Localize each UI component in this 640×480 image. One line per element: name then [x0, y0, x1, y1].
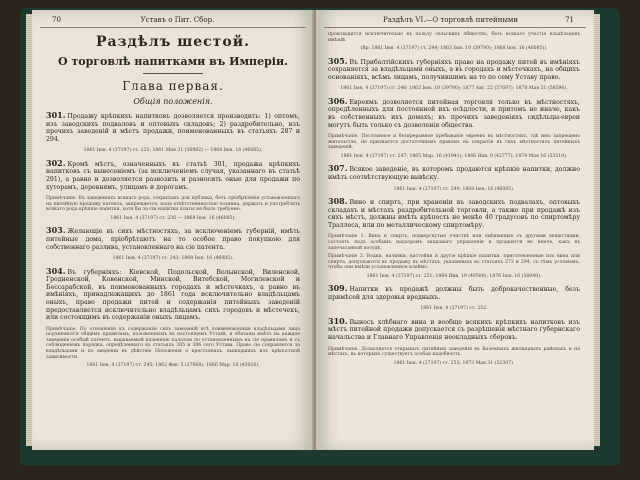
- legal-citation: 1861 Іюн. 4 (37197) ст. 236 — 1868 Іюн. 16 (46085).: [110, 215, 236, 221]
- article-paragraph: [328, 165, 580, 181]
- article-text: Напитки въ продажѣ должны быть доброкачественные, безъ примѣсей для здоровья вредныхъ.: [328, 286, 580, 301]
- article-text: Желающіе въ сихъ мѣстностяхъ, за исключеніемъ губерній, имѣть питейные дома, пріобрѣтаютъ на то особое право покупкою для собственнаго разлива, установленнаго на сіе патента.: [46, 228, 300, 251]
- legal-citation: 1861 Іюн. 4 (37197) ст. 245; 1862 Фев. 5 (37968); 1866 Мар. 10 (43026).: [86, 363, 260, 369]
- article-note: Примѣчаніе. Постоянное и безпрерывное пребываніе евреевъ въ мѣстностяхъ, гдѣ имъ запрещено жительство, не признается достаточнымъ правомъ на открытіе въ сихъ мѣстностяхъ питейныхъ заведеній.: [328, 134, 580, 151]
- left-page-body: [32, 112, 314, 369]
- article-number: 308.: [328, 195, 348, 206]
- article-note: Примѣчаніе. Дозволяется открывать питейныя заведенія въ Казенныхъ жилищныхъ районахъ и на мѣстахъ, въ которыхъ существуетъ особая надобность.: [328, 346, 580, 358]
- article-text: Евреямъ дозволяется питейная торговля только въ мѣстностяхъ, опредѣленныхъ для постоянной ихъ осѣдлости, и притомъ не иначе, какъ въ собственныхъ ихъ домахъ; въ прочихъ заведеніяхъ сидѣльцы-евреи могутъ быть только съ дозволенія общества.: [328, 98, 580, 129]
- legal-citation: 1861 Іюн. 4 (37197) ст. 246; 1863 Іюн. 10 (39790); 1877 Авг. 22 (57697); 1878 Мая 31 (58596).: [340, 86, 568, 92]
- article-number: 305.: [328, 55, 348, 66]
- article-number: 303.: [46, 225, 66, 236]
- left-page-number: 70: [52, 16, 61, 24]
- article-paragraph: [46, 112, 300, 143]
- legal-citation: 1861 Іюн. 4 (37197) ст. 249; 1868 Іюн. 16 (46085).: [393, 186, 515, 192]
- article-note: Примѣчаніе 1. Вина и спиртъ, подвергнутые очисткѣ или смѣшанные съ другими веществами, состоятъ подъ особымъ надзоромъ акцизнаго управленія и продаются не иначе, какъ въ запечатанной посудѣ.: [328, 234, 580, 251]
- left-page: [32, 10, 314, 450]
- article-text: Всякое заведеніе, въ которомъ продаются крѣпкіе напитки, должно имѣть соотвѣтствующую вывѣску.: [328, 166, 580, 181]
- legal-citation: 1861 Іюн. 4 (37197) ст. 233; 1861 Мая 31 (36982) — 1868 Іюн. 16 (46085).: [83, 148, 263, 154]
- article-note: Примѣчаніе 2. Водки, наливки, настойки и другіе крѣпкіе напитки, приготовленные изъ вина или спирта, допускаются въ продажу въ мѣстахъ, указанныхъ въ статьяхъ 273 и 294, съ тѣмъ условіемъ, чтобы они имѣли установленное клеймо.: [328, 254, 580, 271]
- article-paragraph: [328, 285, 580, 301]
- divider: [143, 73, 203, 74]
- right-running-title: Раздѣлъ VI.—О торговлѣ питейными: [383, 16, 519, 24]
- article-text: Въ губерніяхъ: Кіевской, Подольской, Волынской, Виленской, Гродненской, Ковенской, Минской, Витебской, Могилевской и Бессарабской, въ поименованныхъ городахъ и мѣстечкахъ, а равно въ имѣніяхъ, принадлежащихъ до 1861 года исключительно владѣльцамъ оныхъ, право продажи питей и содержанія питейныхъ заведеній предоставляется исключительно владѣльцамъ сихъ городовъ и мѣстечекъ, или состоящимъ въ содержаніи оныхъ лицамъ.: [46, 268, 300, 322]
- article-paragraph: [328, 95, 580, 129]
- legal-citation: (Вр. 1861 Іюн. 4 (37197) ст. 244; 1863 Іюн. 10 (39790); 1868 Іюн. 16 (46085)).: [360, 46, 548, 52]
- article-paragraph: [46, 265, 300, 322]
- section-title: Раздѣлъ шестой.: [96, 34, 250, 50]
- article-note: Примѣчаніе. По отношенію къ содержанію сихъ заведеній всѣ поименованныя владѣльцами лица подчиняются общимъ правиламъ, изложеннымъ въ настоящемъ Уставѣ, и обязаны имѣть на каждое заведеніе особый патентъ, выдаваемый казенною палатою по установленнымъ на сіе правиламъ и съ соблюденіемъ порядка, опредѣленнаго въ статьяхъ 305 и 306 сего Устава. Право сіе сохраняется за владѣльцами и по введеніи въ дѣйствіе Положенія о крестьянахъ, вышедшихъ изъ крѣпостной зависимости.: [46, 326, 300, 360]
- article-paragraph: [46, 227, 300, 251]
- article-text: Продажу крѣпкихъ напитковъ дозволяется производить: 1) оптомъ, изъ заводскихъ подваловъ и оптовыхъ складовъ; 2) раздробительно, изъ прочихъ заведеній и мѣстъ продажи, поименованныхъ въ статьяхъ 287 и 294.: [46, 113, 300, 143]
- article-number: 301.: [46, 110, 66, 120]
- section-subtitle: О торговлѣ напитками въ Имперіи.: [58, 55, 288, 68]
- article-number: 307.: [328, 163, 348, 174]
- chapter-subtitle: Общія положенія.: [133, 97, 213, 106]
- right-running-header: [324, 10, 586, 28]
- article-text: Вино и спиртъ, при храненіи въ заводскихъ подвалахъ, оптовыхъ складахъ и мѣстахъ раздробительной торговли, а также при продажѣ изъ сихъ мѣстъ, должны имѣть крѣпость не менѣе 40 градусовъ по спиртомѣру Траллеса, или по металлическому спиртомѣру.: [328, 198, 580, 229]
- legal-citation: 1861 Іюн. 4 (37197) ст. 252.: [420, 306, 488, 312]
- right-page-number: 71: [565, 16, 574, 24]
- article-number: 306.: [328, 95, 348, 106]
- legal-citation: 1861 Іюн. 4 (37197) ст. 251; 1864 Янв. 19 (40588); 1876 Іюн. 16 (56049).: [366, 273, 542, 279]
- article-text: Въ Прибалтійскихъ губерніяхъ право на продажу питей въ имѣніяхъ сохраняется за владѣльцами оныхъ, а въ городахъ и мѣстечкахъ, на общихъ основаніяхъ, всѣмъ лицамъ, получившимъ на то по сему Уставу право.: [328, 58, 580, 81]
- left-running-title: Уставъ о Пит. Сбор.: [140, 16, 215, 24]
- article-paragraph: [328, 55, 580, 82]
- article-note: производится исключительно въ пользу сельскихъ обществъ, безъ всякаго участія владѣльцевъ имѣній.: [328, 32, 580, 43]
- article-paragraph: [328, 315, 580, 342]
- article-paragraph: [328, 195, 580, 229]
- chapter-title: Глава первая.: [122, 79, 224, 93]
- article-note: Примѣчаніе. Въ заведеніяхъ всякаго рода, открытыхъ для публики, безъ пріобрѣтенія установленнаго на питейную продажу патента, запрещается, подъ отвѣтственностью хозяина, держать и употреблять всякаго рода крѣпкіе напитки, хотя бы за сіи напитки платы не было требуемо.: [46, 196, 300, 213]
- article-number: 302.: [46, 157, 66, 168]
- article-number: 309.: [328, 283, 348, 294]
- legal-citation: 1861 Іюн. 4 (37197) ст. 247; 1865 Мар. 16 (41941); 1866 Янв. 9 (42777); 1874 Мая 16 (53519).: [340, 153, 568, 159]
- article-number: 310.: [328, 315, 348, 326]
- article-text: Выносъ хлѣбнаго вина и вообще всякихъ крѣпкихъ напитковъ изъ мѣстъ питейной продажи допускается съ разрѣшенія мѣстнаго губернскаго начальства и Главнаго Управленія неокладныхъ сборовъ.: [328, 318, 580, 342]
- legal-citation: 1861 Іюн. 4 (37197) ст. 253; 1873 Мая 31 (52307).: [393, 360, 515, 366]
- right-page: [316, 10, 594, 450]
- right-page-edges: [594, 14, 600, 446]
- right-page-body: [316, 32, 594, 366]
- article-text: Кромѣ мѣстъ, означенныхъ въ статьѣ 301, продажа крѣпкихъ напитковъ съ вынесеніемъ (за исключеніемъ случая, указаннаго въ статьѣ 291), а равно и дозволяется развозить и разносить оные для продажи по хуторамъ, деревнямъ, улицамъ и дорогамъ.: [46, 160, 300, 191]
- article-paragraph: [46, 157, 300, 191]
- legal-citation: 1861 Іюн. 4 (37197) ст. 243; 1868 Іюн. 16 (46085).: [112, 256, 234, 262]
- article-number: 304.: [46, 265, 66, 276]
- left-running-header: [40, 10, 306, 28]
